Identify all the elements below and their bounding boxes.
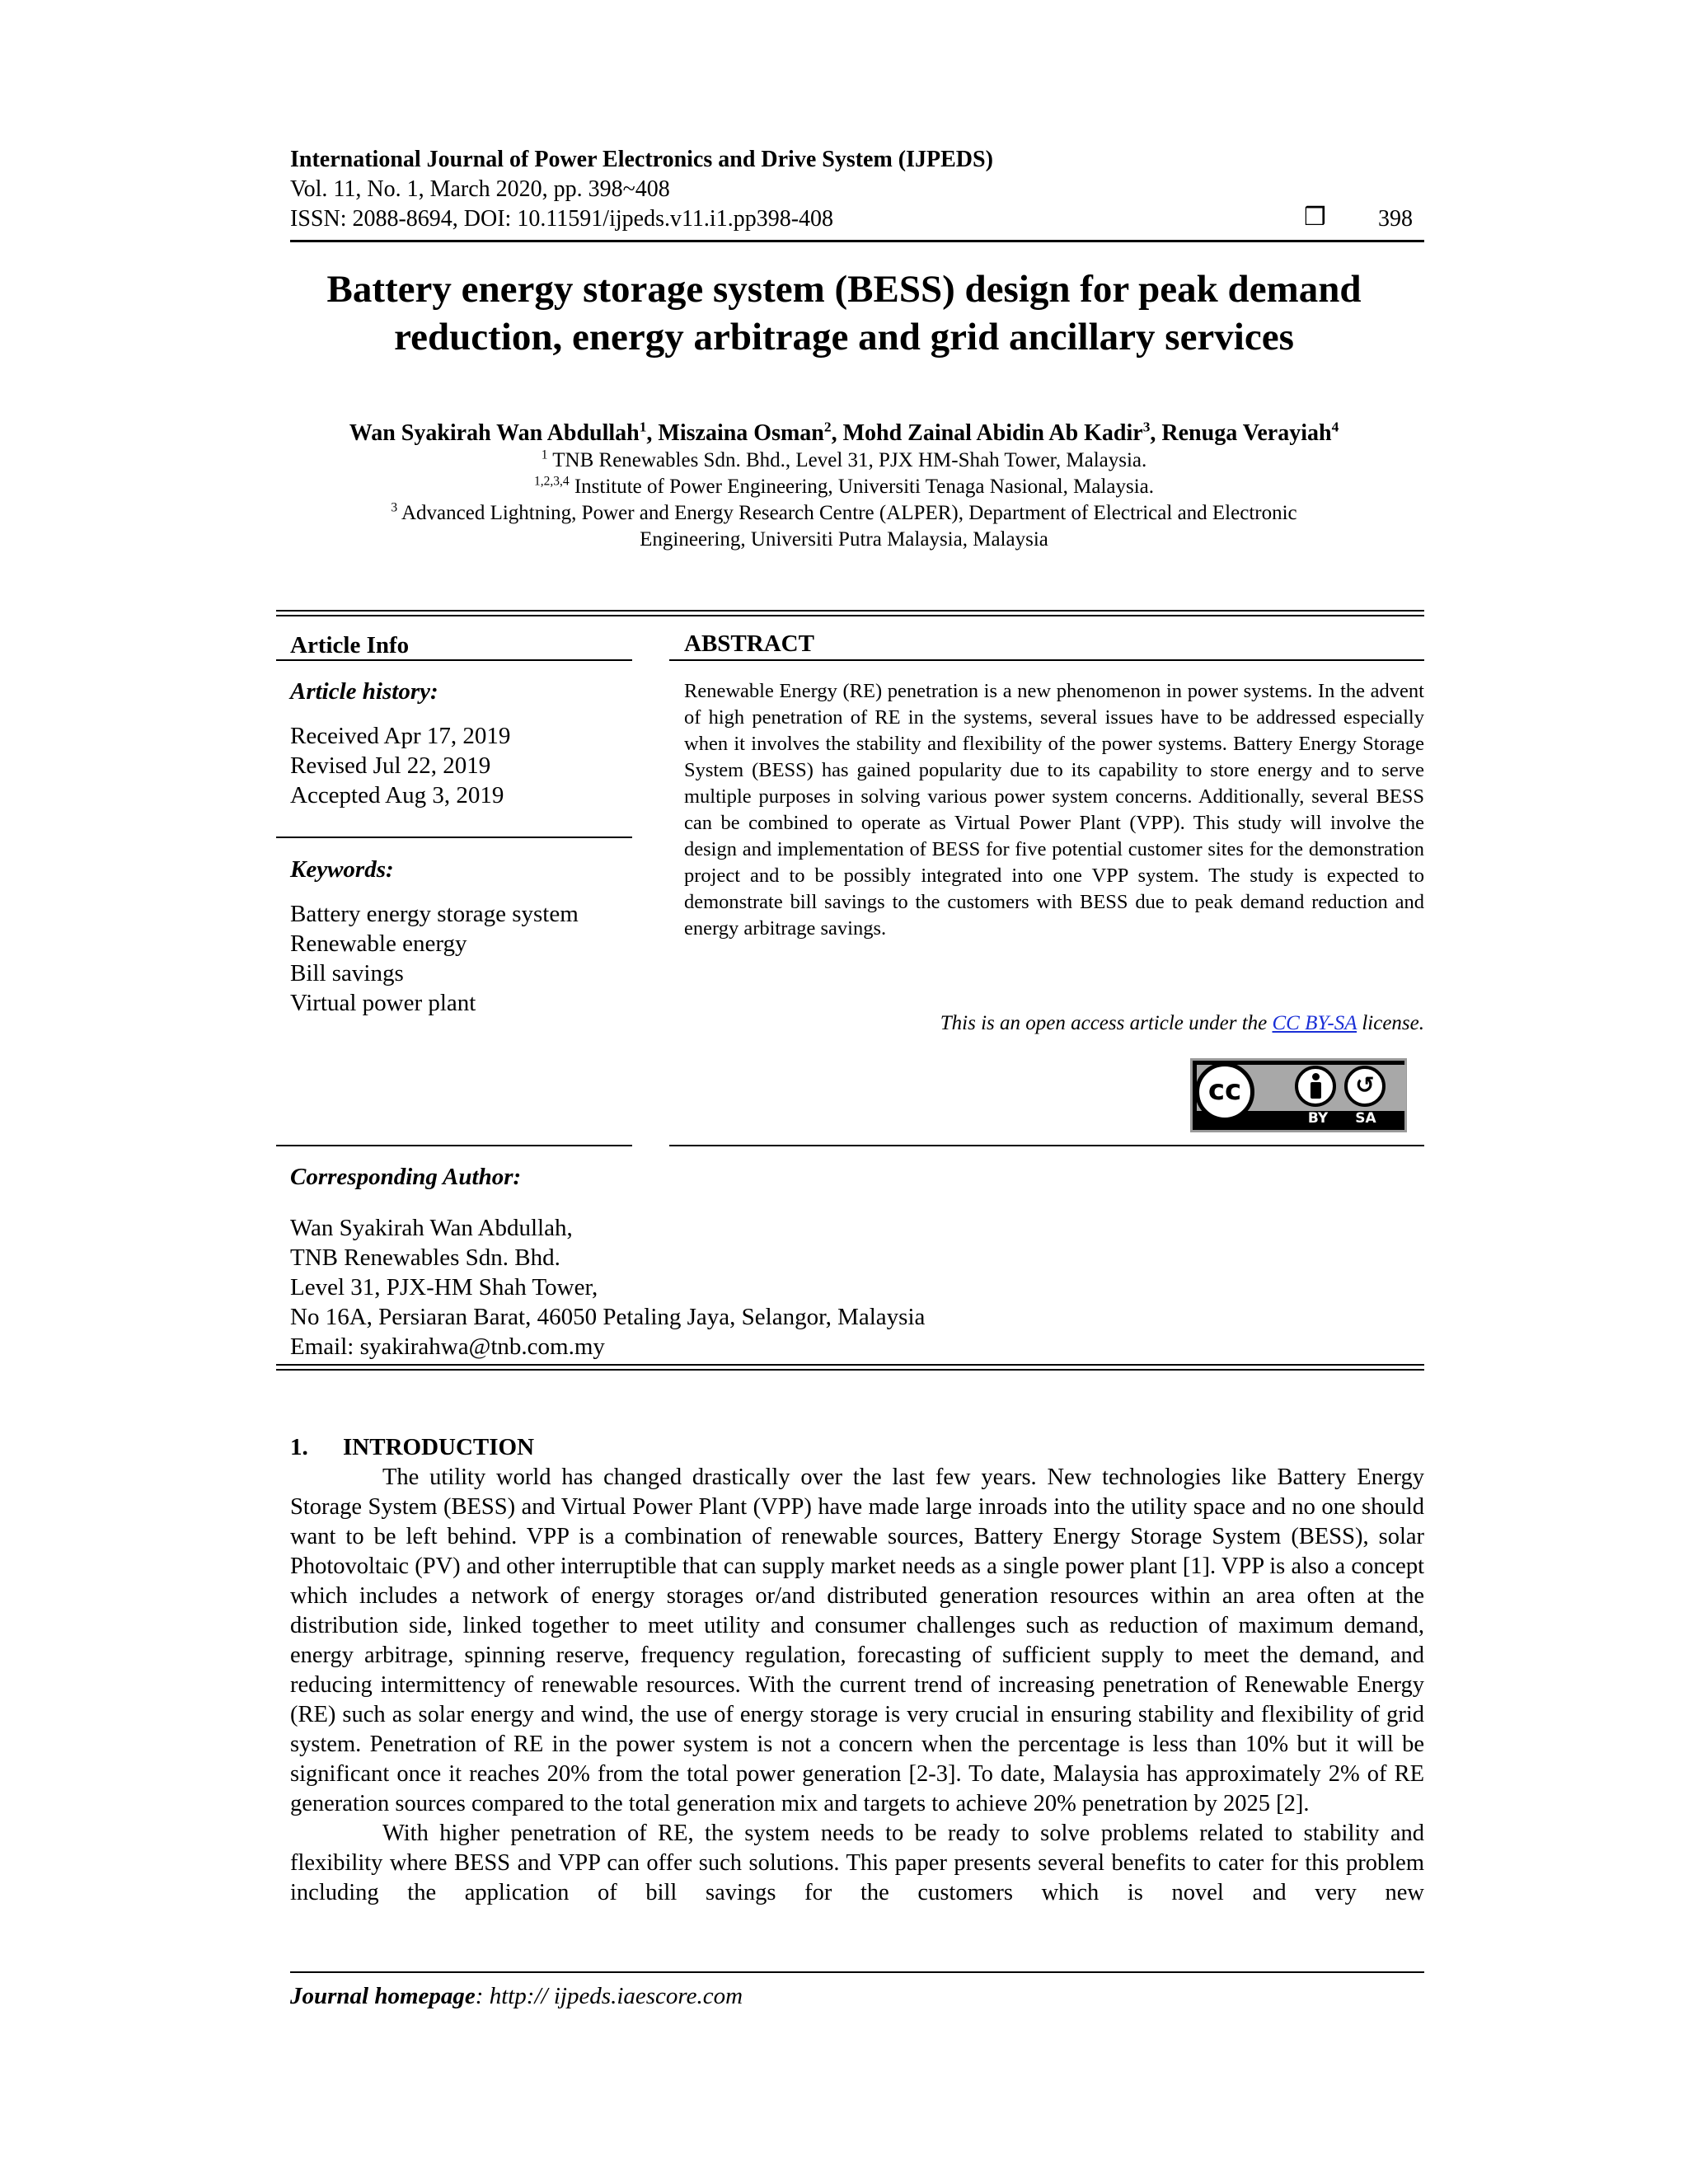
license-statement: This is an open access article under the CC BY-SA license. [940,1012,1424,1034]
section-heading: 1. INTRODUCTION [290,1434,535,1460]
page-number: 398 [1378,206,1413,232]
footer-rule [290,1971,1424,1973]
corresponding-line: No 16A, Persiaran Barat, 46050 Petaling Jaya, Selangor, Malaysia [290,1304,926,1330]
info-box-top-rule [276,610,1424,612]
abstract-rule [669,659,1424,661]
keyword-item: Virtual power plant [290,990,476,1016]
article-info-rule [276,659,632,661]
abstract-bottom-rule [669,1145,1424,1146]
keyword-item: Bill savings [290,960,404,987]
author: Renuga Verayiah$^4$ [1161,419,1339,446]
history-rule [276,837,632,838]
author: Mohd Zainal Abidin Ab Kadir$^3$, [842,419,1162,446]
paper-title [247,265,1441,361]
abstract-heading: ABSTRACT [684,630,814,657]
keyword-item: Battery energy storage system [290,901,579,927]
affiliation: Engineering, Universiti Putra Malaysia, Malaysia [640,528,1048,551]
article-info-heading: Article Info [290,632,410,658]
info-box-bottom-rule [276,1364,1424,1366]
attribution-person-icon [1295,1066,1336,1107]
badge-by-label: BY [1307,1110,1329,1127]
author-list [247,419,1441,448]
corresponding-author-label: Corresponding Author: [290,1164,522,1190]
cc-by-sa-badge [1190,1058,1407,1132]
affiliation: $^3$ Advanced Lightning, Power and Energy Research Centre (ALPER), Department of Electrical and Electronic [391,500,1297,524]
title-line-1: Battery energy storage system (BESS) design for peak demand [326,268,1362,311]
keywords-label: Keywords: [290,856,394,883]
accepted-date: Accepted Aug 3, 2019 [290,782,504,808]
affiliation: $^1$ TNB Renewables Sdn. Bhd., Level 31, PJX HM-Shah Tower, Malaysia. [541,448,1147,471]
cc-logo-icon: cc [1195,1062,1254,1122]
body-paragraph: With higher penetration of RE, the system needs to be ready to solve problems related to stability and flexibility where BESS and VPP can offer such solutions. This paper presents several benefits to cater for this problem including the application of bill savings for the customers which is novel and very new [290,1821,1424,1905]
info-box-bottom-rule [276,1369,1424,1371]
box-icon: ❒ [1304,203,1326,232]
abstract-text: Renewable Energy (RE) penetration is a new phenomenon in power systems. In the advent of high penetration of RE in the systems, several issues have to be addressed especially when it involves the stability and flexibility of the power systems. Battery Energy Storage System (BESS) has gained popularity due to its capability to store energy and to serve multiple purposes in solving various power system concerns. Additionally, several BESS can be combined to operate as Virtual Power Plant (VPP). This study will involve the design and implementation of BESS for five potential customer sites for the demonstration project and to be possibly integrated into one VPP system. The study is expected to demonstrate bill savings to the customers with BESS due to peak demand reduction and energy arbitrage savings. [684,680,1424,940]
introduction-body [290,1463,1424,1908]
header-rule [290,240,1424,242]
title-line-2: reduction, energy arbitrage and grid ancillary services [394,316,1294,359]
journal-name: International Journal of Power Electronics and Drive System (IJPEDS) [290,147,993,172]
volume-info: Vol. 11, No. 1, March 2020, pp. 398~408 [290,176,670,202]
corresponding-email: Email: syakirahwa@tnb.com.my [290,1333,605,1360]
received-date: Received Apr 17, 2019 [290,723,511,749]
corresponding-line: Level 31, PJX-HM Shah Tower, [290,1274,598,1301]
badge-sa-label: SA [1355,1110,1376,1127]
keywords-rule [276,1145,632,1146]
article-history-label: Article history: [290,678,438,705]
share-alike-icon: ↺ [1344,1066,1386,1107]
info-box-top-rule [276,615,1424,616]
affiliation: $^{1,2,3,4}$ Institute of Power Engineering, Universiti Tenaga Nasional, Malaysia. [533,474,1155,498]
revised-date: Revised Jul 22, 2019 [290,752,491,779]
corresponding-line: TNB Renewables Sdn. Bhd. [290,1244,560,1271]
body-paragraph: The utility world has changed drastically over the last few years. New technologies like Battery Energy Storage System (BESS) and Virtual Power Plant (VPP) have made large inroads into the utility space and no one should want to be left behind. VPP is a combination of renewable sources, Battery Energy Storage System (BESS), solar Photovoltaic (PV) and other interruptible that can supply market needs as a single power plant [1]. VPP is also a concept which includes a network of energy storages or/and distributed generation resources within an area often at the distribution side, linked together to meet utility and consumer challenges such as reduction of maximum demand, energy arbitrage, spinning reserve, frequency regulation, forecasting of sufficient supply to meet the demand, and reducing intermittency of renewable resources. With the current trend of increasing penetration of Renewable Energy (RE) such as solar energy and wind, the use of energy storage is very crucial in ensuring stability and flexibility of grid system. Penetration of RE in the power system is not a concern when the percentage is less than 10% but it will be significant once it reaches 20% from the total power generation [2-3]. To date, Malaysia has approximately 2% of RE generation sources compared to the total generation mix and targets to achieve 20% penetration by 2025 [2]. [290,1465,1424,1816]
corresponding-line: Wan Syakirah Wan Abdullah, [290,1215,573,1241]
cc-by-sa-link[interactable]: CC BY-SA [1272,1012,1357,1034]
corresponding-author-details [290,1213,925,1361]
author: Miszaina Osman$^2$, [658,419,843,446]
author: Wan Syakirah Wan Abdullah$^1$, [349,419,659,446]
issn-doi: ISSN: 2088-8694, DOI: 10.11591/ijpeds.v11.i1.pp398-408 [290,206,834,232]
keyword-item: Renewable energy [290,930,467,957]
journal-homepage: Journal homepage: http:// ijpeds.iaescore.com [290,1983,743,2009]
